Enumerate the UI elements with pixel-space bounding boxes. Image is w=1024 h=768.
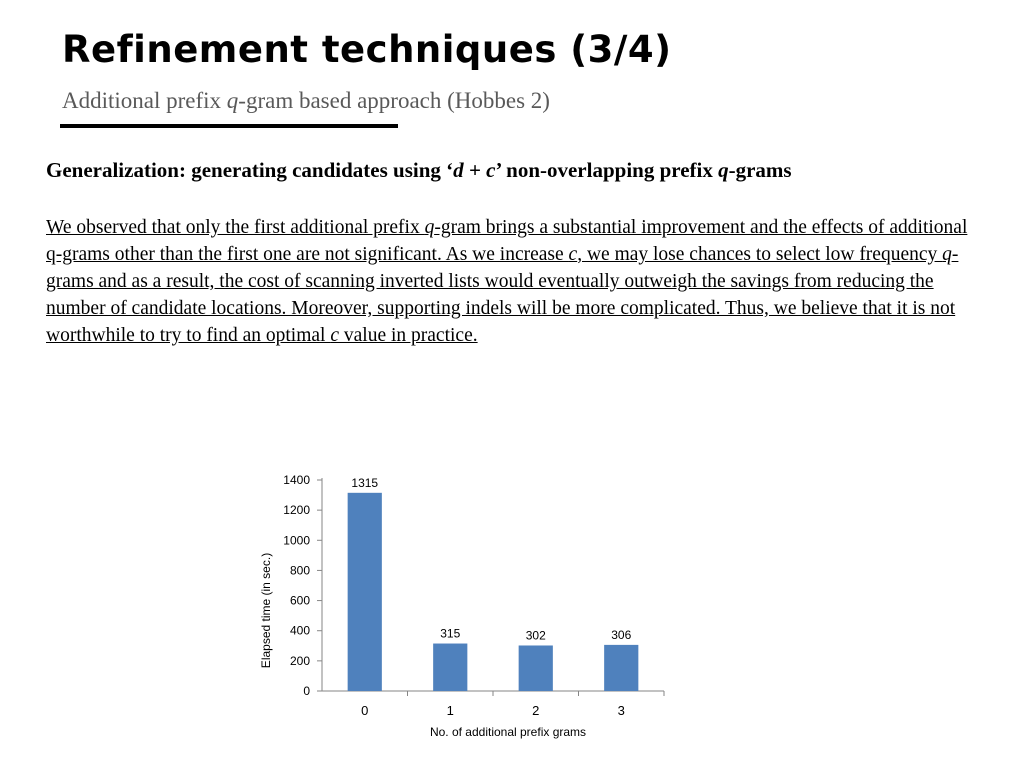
- bar: [433, 644, 467, 691]
- heading-mid: ’ non-overlapping prefix: [495, 158, 719, 182]
- y-tick-label: 1400: [283, 473, 310, 487]
- bar-chart: [250, 466, 680, 750]
- y-tick-label: 0: [303, 684, 310, 698]
- para-part-5: value in practice.: [339, 325, 478, 346]
- heading-expr: d + c: [453, 158, 496, 182]
- bar: [604, 645, 638, 691]
- para-part-2: -gram brings a substantial improvement and the effects of additional q-grams other than the first one are not significant. As we increase: [46, 217, 968, 265]
- y-axis-title: Elapsed time (in sec.): [259, 552, 273, 669]
- para-part-1: We observed that only the first additional prefix: [46, 217, 425, 238]
- bar-chart-svg: [250, 466, 680, 746]
- title-underline-rule: [60, 124, 398, 128]
- para-c-2: c: [330, 325, 339, 346]
- bar-data-label: 315: [440, 626, 461, 641]
- bar: [348, 493, 382, 691]
- y-tick-label: 400: [289, 623, 310, 638]
- slide-title: Refinement techniques (3/4): [62, 28, 672, 71]
- para-q-1: q: [424, 217, 435, 238]
- y-tick-label: 200: [289, 653, 310, 668]
- heading-pre: Generalization: generating candidates using ‘: [46, 158, 454, 182]
- y-tick-label: 600: [289, 593, 310, 608]
- bar-data-label: 1315: [351, 475, 379, 490]
- heading-q: q: [718, 158, 729, 182]
- y-tick-label: 1000: [283, 533, 310, 548]
- y-tick-label: 800: [289, 563, 310, 578]
- bar-data-label: 306: [611, 627, 632, 642]
- y-tick-label: 1200: [283, 503, 310, 518]
- section-heading: [46, 158, 792, 183]
- para-part-4: -grams and as a result, the cost of scanning inverted lists would eventually outweigh the savings from reducing the number of candidate locations. Moreover, supporting indels will be more complicated. Thus, we believe that it is not worthwhile to try to find an optimal: [46, 244, 959, 346]
- x-tick-label: 2: [532, 703, 540, 718]
- bar-data-label: 302: [525, 628, 546, 643]
- x-tick-label: 0: [361, 703, 369, 718]
- body-paragraph: [46, 214, 982, 349]
- para-part-3: , we may lose chances to select low frequency: [577, 244, 943, 265]
- heading-post: -grams: [728, 158, 792, 182]
- subtitle-post: -gram based approach (Hobbes 2): [238, 88, 550, 113]
- bar: [519, 645, 553, 691]
- x-tick-label: 3: [617, 703, 625, 718]
- para-q-2: q: [942, 244, 952, 265]
- x-tick-label: 1: [446, 703, 454, 718]
- x-axis-title: No. of additional prefix grams: [429, 725, 587, 739]
- slide-subtitle: [62, 88, 550, 114]
- subtitle-pre: Additional prefix: [62, 88, 227, 113]
- subtitle-q: q: [226, 88, 239, 113]
- para-c-1: c: [568, 244, 578, 265]
